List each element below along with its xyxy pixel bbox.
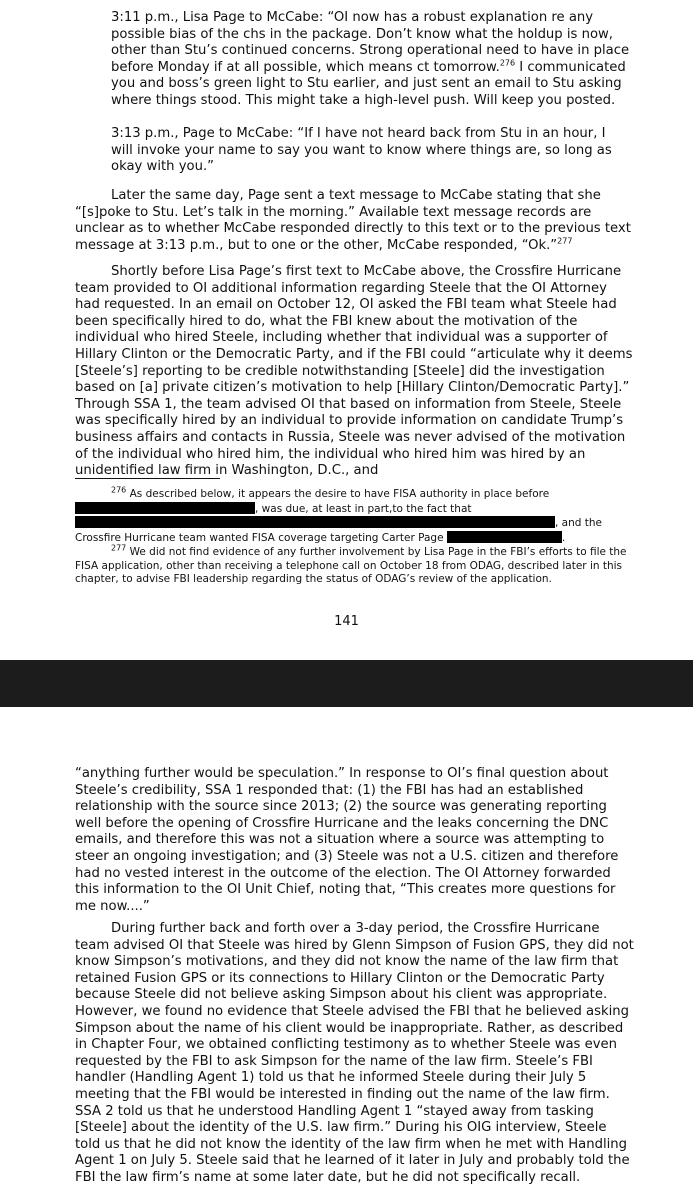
footnote-text: , was due, at least in part,to the fact that <box>255 502 472 515</box>
paragraph-text: Later the same day, Page sent a text message to McCabe stating that she “[s]poke to Stu. Let’s talk in the morning.” Available text message records are unclear as to whether McCabe responded directly to this text or to the previous text message at 3:13 p.m., but to one or the other, McCabe responded, “Ok.” <box>75 188 631 253</box>
text-message-quote-313: 3:13 p.m., Page to McCabe: “If I have not heard back from Stu in an hour, I will invoke your name to say you want to know where things are, so long as okay with you.” <box>111 126 612 175</box>
paragraph-crossfire-team: Shortly before Lisa Page’s first text to McCabe above, the Crossfire Hurricane team provided to OI additional information regarding Steele that the OI Attorney had requested. In an email on October 12, OI asked the FBI team what Steele had been specifically hired to do, what the FBI knew about the motivation of the individual who hired Steele, including whether that individual was a supporter of Hillary Clinton or the Democratic Party, and if the FBI could “articulate why it deems [Steele’s] reporting to be credible notwithstanding [Steele] did the investigation based on [a] private citizen’s motivation to help [Hillary Clinton/Democratic Party].” Through SSA 1, the team advised OI that based on information from Steele, Steele was specifically hired by an individual to provide information on candidate Trump’s business affairs and contacts in Russia, Steele was never advised of the motivation of the individual who hired him, the individual who hired him was hired by an unidentified law firm in Washington, D.C., and <box>75 264 633 479</box>
paragraph-3-day-period: During further back and forth over a 3-day period, the Crossfire Hurricane team advised OI that Steele was hired by Glenn Simpson of Fusion GPS, they did not know Simpson’s motivations, and they did not know the name of the law firm that retained Fusion GPS or its connections to Hillary Clinton or the Democratic Party because Steele did not believe asking Simpson about his client was appropriate. However, we found no evidence that Steele advised the FBI that he believed asking Simpson about the name of his client would be inappropriate. Rather, as described in Chapter Four, we obtained conflicting testimony as to whether Steele was even requested by the FBI to ask Simpson for the name of the law firm. Steele’s FBI handler (Handling Agent 1) told us that he informed Steele during their July 5 meeting that the FBI would be interested in finding out the name of the law firm. SSA 2 told us that he understood Handling Agent 1 “stayed away from tasking [Steele] about the identity of the U.S. law firm.” During his OIG interview, Steele told us that he did not know the identity of the law firm when he met with Handling Agent 1 on July 5. Steele said that he learned of it later in July and probably told the FBI the law firm’s name at some later date, but he did not specifically recall. <box>75 921 634 1185</box>
footnote-ref-277[interactable]: 277 <box>557 236 573 246</box>
redaction-bar <box>75 502 205 514</box>
footnote-text: As described below, it appears the desire to have FISA authority in place before <box>126 488 550 500</box>
page-divider <box>0 660 693 707</box>
footnote-277 <box>75 543 630 587</box>
redaction-bar <box>205 502 255 514</box>
footnote-ref-276[interactable]: 276 <box>499 58 516 68</box>
document-page-142 <box>0 707 693 1200</box>
footnote-276 <box>75 485 630 545</box>
quote-text-cont: I communicated you and boss’s green light to Stu earlier, and just sent an email to Stu asking where things stood. This might take a high-level push. Will keep you posted. <box>111 59 626 108</box>
footnote-number: 277 <box>111 543 127 553</box>
text-message-quote-311 <box>111 10 631 110</box>
page-number: 141 <box>334 614 359 629</box>
footnote-text: We did not find evidence of any further involvement by Lisa Page in the FBI’s efforts to file the FISA application, other than receiving a telephone call on October 18 from ODAG, described later in this chapter, to advise FBI leadership regarding the status of ODAG’s review of the application. <box>75 546 627 585</box>
redaction-bar <box>75 516 315 528</box>
paragraph-later-same-day <box>75 188 635 254</box>
redaction-bar <box>315 516 555 528</box>
footnote-separator <box>75 478 220 479</box>
footnote-number: 276 <box>111 485 127 495</box>
paragraph-speculation: “anything further would be speculation.” In response to OI’s final question about Steele’s credibility, SSA 1 responded that: (1) the FBI has had an established relationship with the source since 2013; (2) the source was generating reporting well before the opening of Crossfire Hurricane and the leaks concerning the DNC emails, and therefore this was not a situation where a source was attempting to steer an ongoing investigation; and (3) Steele was not a U.S. citizen and therefore had no vested interest in the outcome of the election. The OI Attorney forwarded this information to the OI Unit Chief, noting that, “This creates more questions for me now....” <box>75 766 619 914</box>
footnote-text: . <box>561 531 566 544</box>
redaction-bar <box>447 531 562 543</box>
footnote-text: , and the Crossfire Hurricane team wanted FISA coverage targeting Carter Page <box>75 517 602 544</box>
quote-text: 3:11 p.m., Lisa Page to McCabe: “OI now has a robust explanation re any possible bias of the chs in the package. Don’t know what the holdup is now, other than Stu’s continued concerns. Strong operational need to have in place before Monday if at all possible, which means ct tomorrow. <box>111 10 630 75</box>
